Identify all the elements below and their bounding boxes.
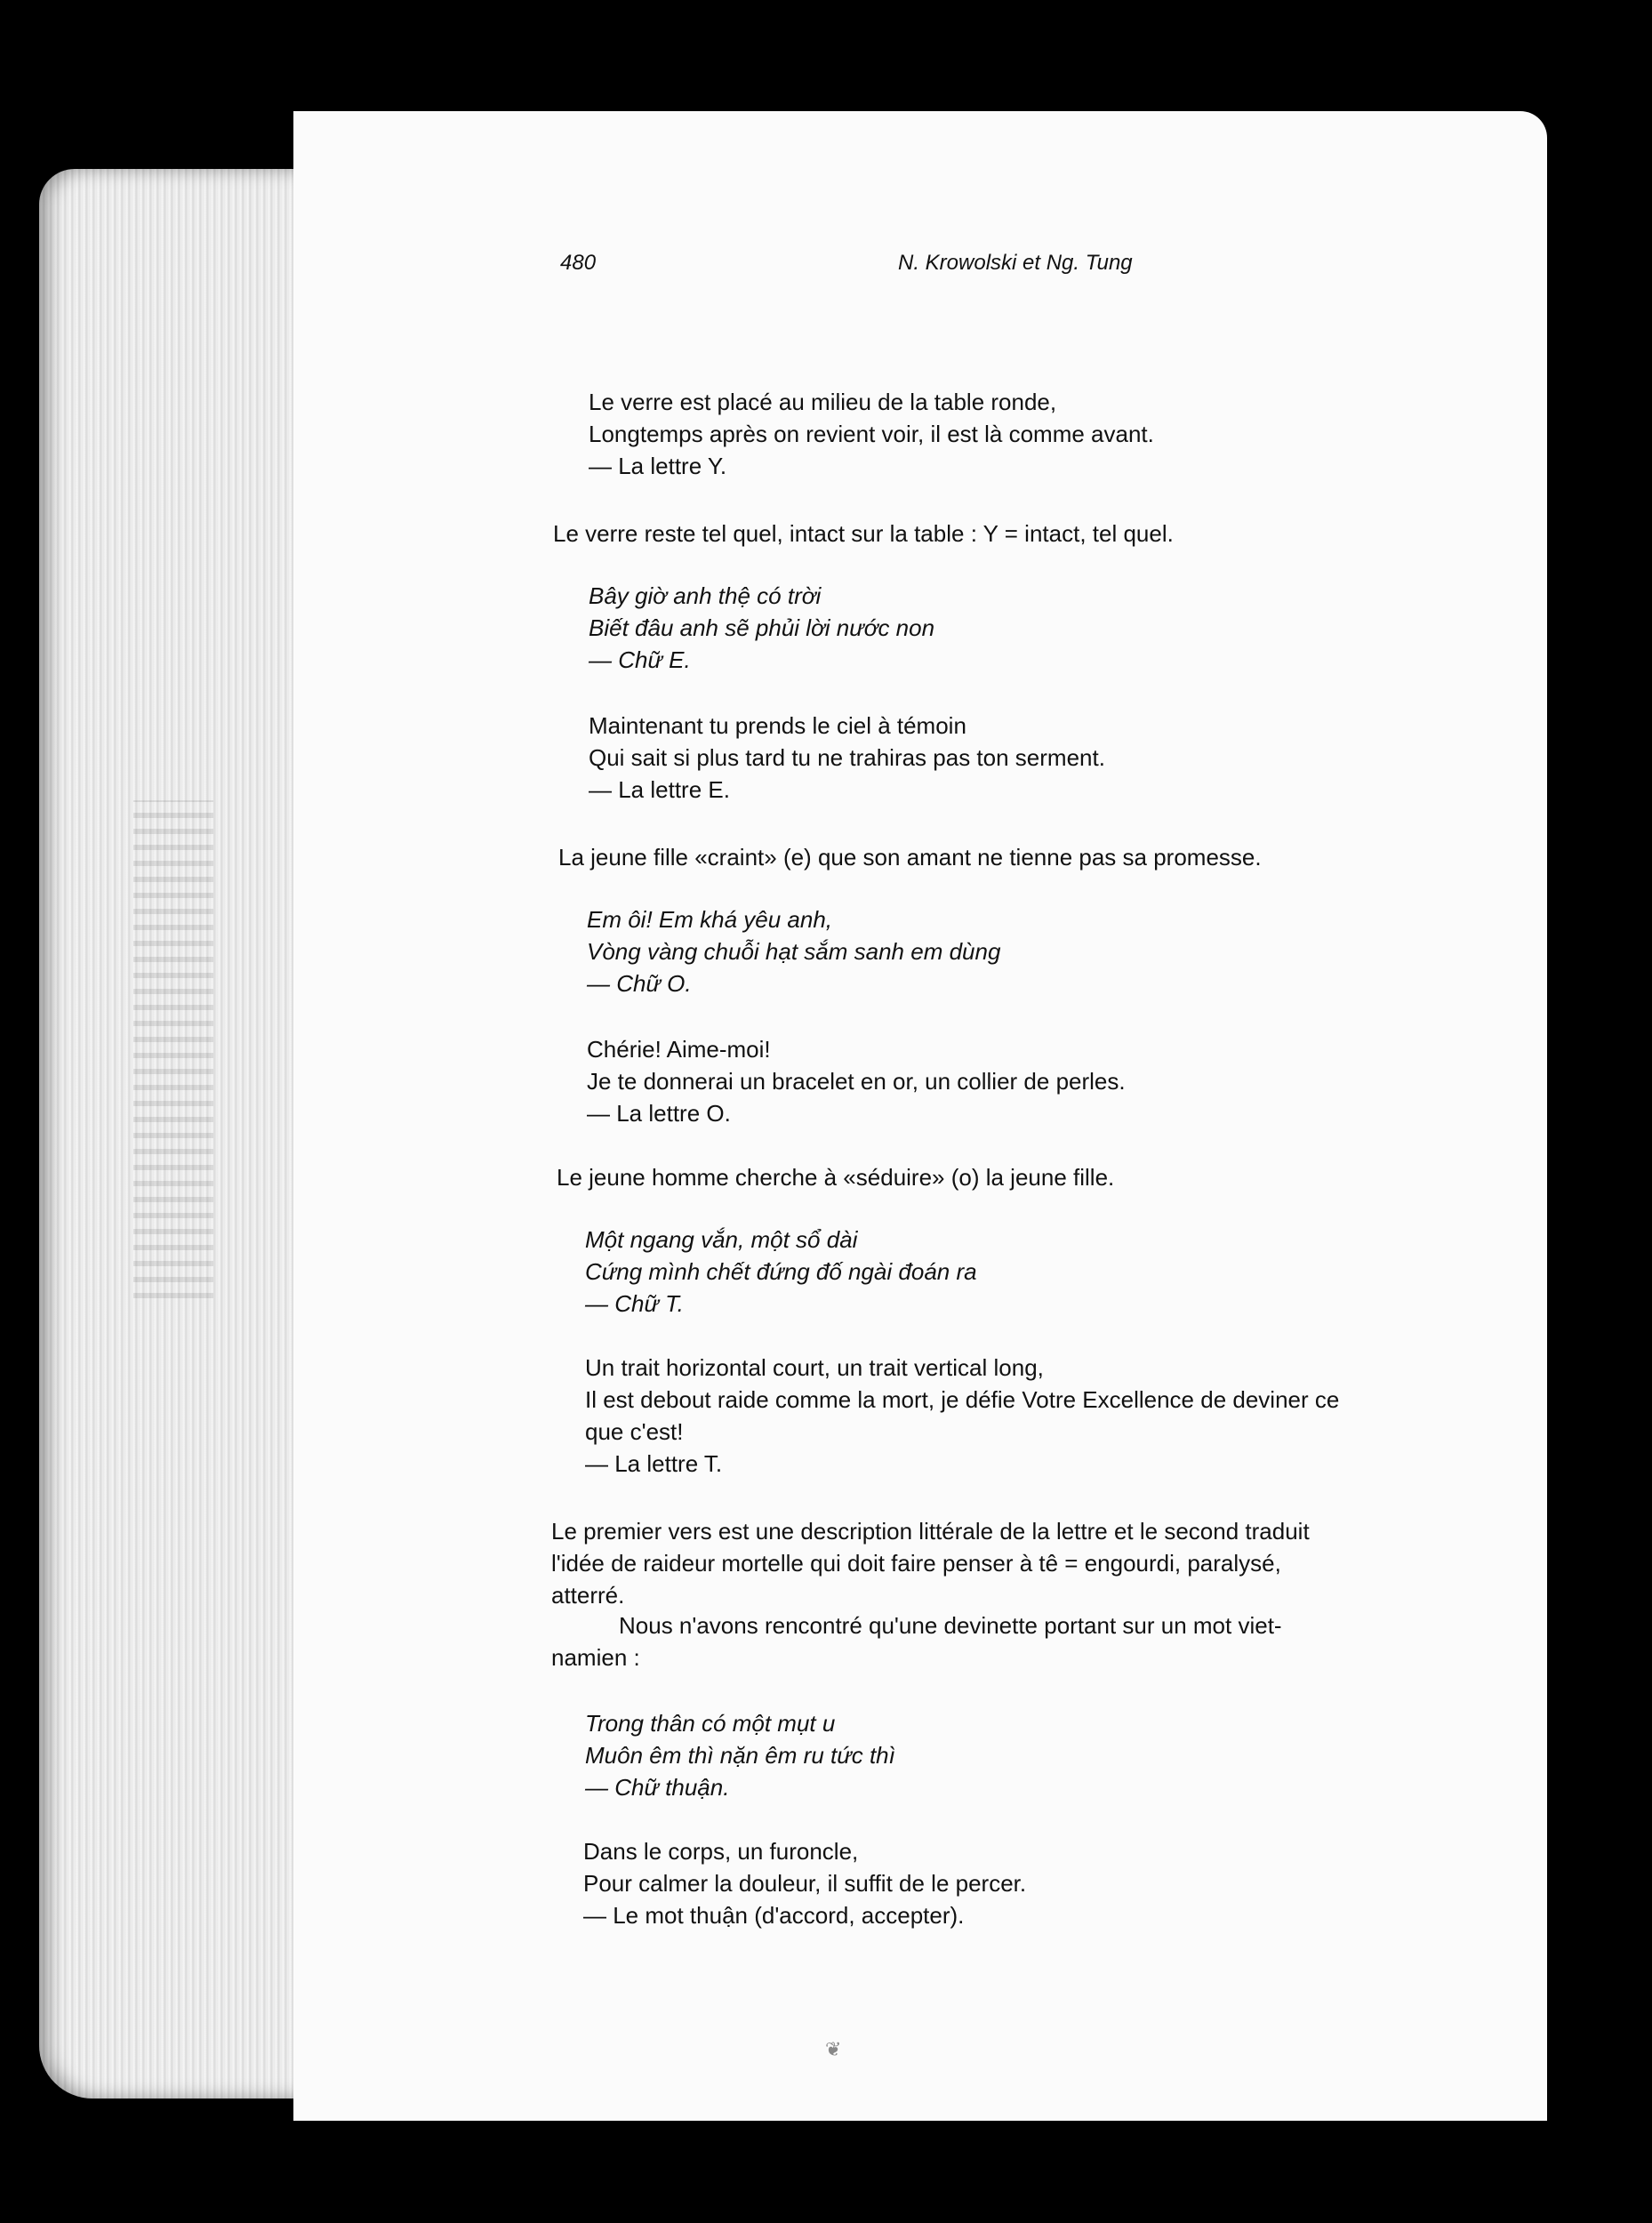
intro-word-riddle: Nous n'avons rencontré qu'une devinette portant sur un mot viet- namien : (551, 1612, 1282, 1671)
explanation-o: Le jeune homme cherche à «séduire» (o) la jeune fille. (557, 1164, 1115, 1191)
explanation-y: Le verre reste tel quel, intact sur la table : Y = intact, tel quel. (553, 520, 1174, 547)
riddle-t-translation: Un trait horizontal court, un trait vertical long, Il est debout raide comme la mort, je défie Votre Excellence de deviner ce que c'est! — La lettre T. (585, 1354, 1340, 1477)
riddle-o-vietnamese: Em ôi! Em khá yêu anh, Vòng vàng chuỗi hạt sắm sanh em dùng — Chữ O. (587, 906, 1001, 997)
running-header-authors: N. Krowolski et Ng. Tung (898, 251, 1133, 275)
library-stamp (133, 800, 213, 1298)
riddle-y-translation: Le verre est placé au milieu de la table ronde, Longtemps après on revient voir, il est là comme avant. — La lettre Y. (589, 389, 1154, 479)
explanation-t: Le premier vers est une description littérale de la lettre et le second traduit l'idée de raideur mortelle qui doit faire penser à tê = engourdi, paralysé, atterré. (551, 1518, 1310, 1609)
riddle-t-vietnamese: Một ngang vắn, một sổ dài Cứng mình chết đứng đố ngài đoán ra — Chữ T. (585, 1226, 977, 1317)
page-ornament-icon: ❦ (825, 2038, 842, 2060)
page-number: 480 (560, 251, 597, 275)
riddle-thuan-vietnamese: Trong thân có một mụt u Muôn êm thì nặn êm ru tức thì — Chữ thuận. (585, 1710, 895, 1801)
riddle-thuan-translation: Dans le corps, un furoncle, Pour calmer la douleur, il suffit de le percer. — Le mot thuận (d'accord, accepter). (583, 1838, 1027, 1929)
explanation-e: La jeune fille «craint» (e) que son amant ne tienne pas sa promesse. (558, 844, 1262, 871)
riddle-o-translation: Chérie! Aime-moi! Je te donnerai un bracelet en or, un collier de perles. — La lettre O. (587, 1036, 1126, 1127)
running-header (560, 251, 1183, 283)
riddle-e-vietnamese: Bây giờ anh thệ có trời Biết đâu anh sẽ phủi lời nước non — Chữ E. (589, 582, 935, 673)
riddle-e-translation: Maintenant tu prends le ciel à témoin Qui sait si plus tard tu ne trahiras pas ton serment. — La lettre E. (589, 712, 1105, 803)
